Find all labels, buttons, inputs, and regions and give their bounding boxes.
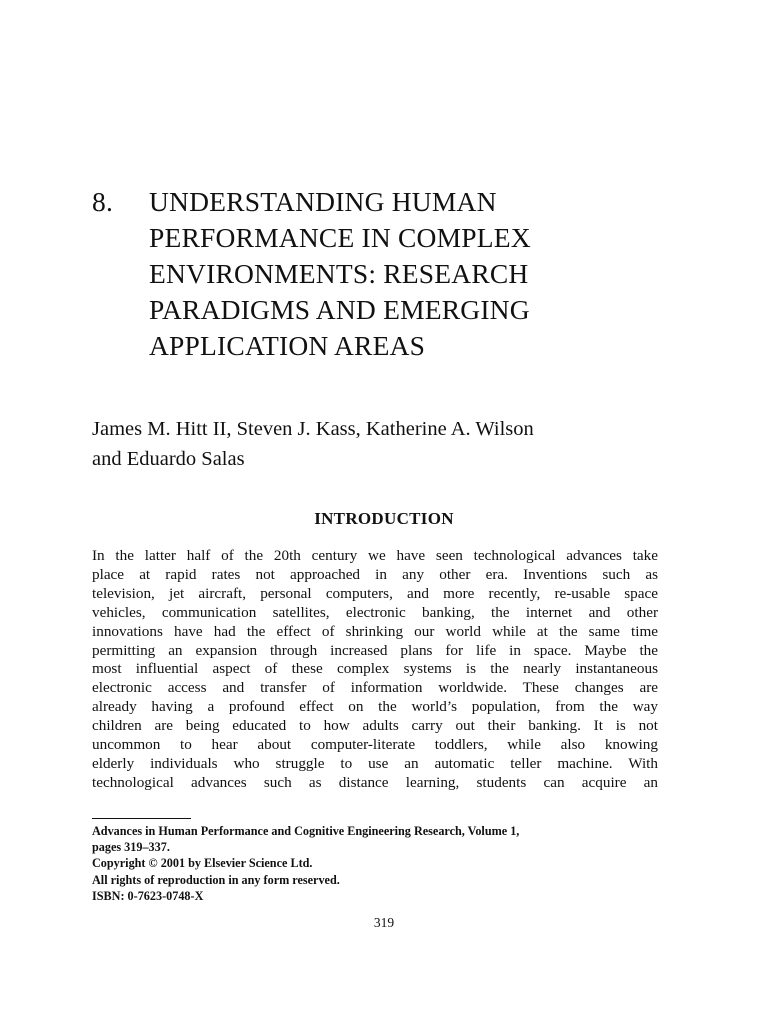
body-line: most influential aspect of these complex systems is the nearly instantaneous bbox=[92, 660, 658, 678]
chapter-title-line: ENVIRONMENTS: RESEARCH bbox=[149, 258, 529, 289]
section-heading: INTRODUCTION bbox=[314, 509, 454, 528]
body-line: vehicles, communication satellites, electronic banking, the internet and other bbox=[92, 603, 658, 621]
author-list bbox=[92, 414, 692, 474]
chapter-heading bbox=[92, 184, 652, 364]
body-line: electronic access and transfer of information worldwide. These changes are bbox=[92, 679, 658, 697]
body-line: innovations have had the effect of shrinking our world while at the same time bbox=[92, 622, 658, 640]
body-line: elderly individuals who struggle to use an automatic teller machine. With bbox=[92, 754, 658, 772]
body-line: place at rapid rates not approached in any other era. Inventions such as bbox=[92, 565, 658, 583]
footnote bbox=[92, 823, 692, 904]
chapter-title-line: PERFORMANCE IN COMPLEX bbox=[149, 222, 531, 253]
chapter-title-line: UNDERSTANDING HUMAN bbox=[149, 186, 497, 217]
body-line: permitting an expansion through increased plans for life in space. Maybe the bbox=[92, 641, 658, 659]
chapter-title-line: APPLICATION AREAS bbox=[149, 330, 426, 361]
footnote-line: Advances in Human Performance and Cognitive Engineering Research, Volume 1, bbox=[92, 824, 520, 838]
footnote-line: Copyright © 2001 by Elsevier Science Ltd. bbox=[92, 856, 313, 871]
body-line: children are being educated to how adults carry out their banking. It is not bbox=[92, 717, 658, 735]
body-line: television, jet aircraft, personal computers, and more recently, re-usable space bbox=[92, 584, 658, 602]
footnote-line: pages 319–337. bbox=[92, 840, 170, 855]
body-line: uncommon to hear about computer-literate toddlers, while also knowing bbox=[92, 736, 658, 754]
body-paragraph bbox=[92, 547, 658, 793]
body-line: technological advances such as distance learning, students can acquire an bbox=[92, 773, 658, 791]
chapter-title-line: PARADIGMS AND EMERGING bbox=[149, 294, 530, 325]
footnote-line: All rights of reproduction in any form reserved. bbox=[92, 872, 340, 887]
footnote-line: ISBN: 0-7623-0748-X bbox=[92, 888, 204, 903]
page-number: 319 bbox=[373, 915, 395, 930]
chapter-number: 8. bbox=[92, 186, 114, 217]
body-line: In the latter half of the 20th century we have seen technological advances take bbox=[92, 547, 658, 564]
author-line: and Eduardo Salas bbox=[92, 448, 245, 470]
chapter-title bbox=[149, 184, 652, 364]
body-line: already having a profound effect on the world’s population, from the way bbox=[92, 698, 658, 716]
footnote-divider bbox=[92, 818, 191, 819]
author-line: James M. Hitt II, Steven J. Kass, Katherine A. Wilson bbox=[92, 418, 534, 440]
